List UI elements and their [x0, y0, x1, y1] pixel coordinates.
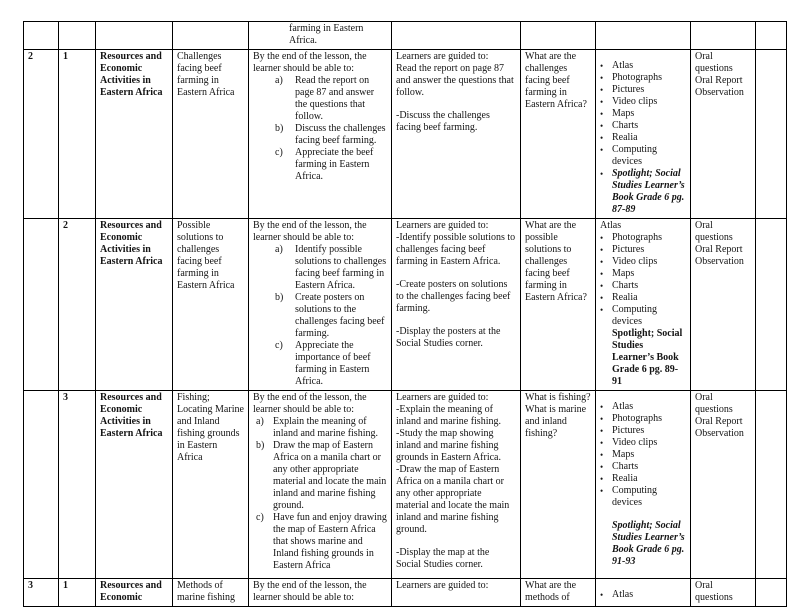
cell-substrand: Methods of marine fishing — [173, 579, 249, 607]
experience-paragraph — [396, 315, 516, 326]
outcome-text: Explain the meaning of inland and marine fishing. — [273, 416, 378, 439]
outcome-text: Identify possible solutions to challenges facing beef farming in Eastern Africa. — [295, 244, 387, 291]
cell-experiences — [392, 50, 521, 219]
cell-week — [24, 219, 59, 391]
outcome-item — [275, 292, 387, 340]
experience-paragraph: -Display the posters at the Social Studies corner. — [396, 326, 501, 349]
cell-inquiry — [521, 219, 596, 391]
inquiry-question: What is fishing? — [525, 392, 591, 403]
cell-lesson — [59, 22, 96, 50]
cell-strand: Resources and Economic Activities in Eastern Africa — [96, 50, 173, 219]
inquiry-question: What are the challenges facing beef farming in Eastern Africa? — [525, 51, 587, 110]
cell-inquiry — [521, 391, 596, 579]
resource-item: • Pictures — [600, 84, 645, 95]
resource-book-text: Spotlight; Social Studies Learner’s Book Grade 6 pg. 89-91 — [612, 328, 683, 387]
bullet-icon: • — [600, 133, 604, 143]
outcome-text: Discuss the challenges facing beef farming. — [295, 123, 386, 146]
resources-list — [600, 392, 686, 568]
resource-item: • Video clips — [600, 96, 658, 107]
cell-assessment — [691, 391, 756, 579]
resource-item: • Atlas — [600, 589, 634, 600]
assessment-item: Oral Report — [695, 75, 743, 86]
cell-substrand: Possible solutions to challenges facing beef farming in Eastern Africa — [173, 219, 249, 391]
cell-outcomes — [249, 50, 392, 219]
cell-substrand: Fishing; Locating Marine and Inland fishing grounds in Eastern Africa — [173, 391, 249, 579]
cell-resources — [596, 579, 691, 607]
resource-item: • Video clips — [600, 437, 658, 448]
resource-item: • Atlas — [600, 401, 634, 412]
bullet-icon: • — [600, 426, 604, 436]
resource-book-text: Spotlight; Social Studies Learner’s Book Grade 6 pg. 91-93 — [612, 520, 685, 567]
outcomes-intro: By the end of the lesson, the learner should be able to: — [253, 392, 367, 415]
outcome-label: b) — [275, 292, 284, 303]
cell-remarks — [756, 50, 787, 219]
cell-lesson: 1 — [59, 50, 96, 219]
cell-lesson: 2 — [59, 219, 96, 391]
outcome-item — [256, 440, 387, 512]
resource-item: • Maps — [600, 449, 635, 460]
cell-outcomes — [249, 219, 392, 391]
outcome-label: c) — [275, 147, 283, 158]
cell-strand: Resources and Economic Activities in Eastern Africa — [96, 391, 173, 579]
resource-item: • Photographs — [600, 232, 662, 243]
experience-paragraph — [396, 268, 516, 279]
outcome-item — [275, 340, 387, 388]
assessment-item: Oral Report — [695, 244, 743, 255]
cell-strand — [96, 22, 173, 50]
outcome-label: c) — [275, 340, 283, 351]
cell-inquiry — [521, 22, 596, 50]
resource-item: • Pictures — [600, 425, 645, 436]
cell-strand: Resources and Economic Activities in Eastern Africa — [96, 219, 173, 391]
resource-item: • Photographs — [600, 72, 662, 83]
bullet-icon: • — [600, 590, 604, 600]
experience-paragraph: -Study the map showing inland and marine fishing grounds in Eastern Africa. — [396, 428, 501, 463]
cell-experiences — [392, 22, 521, 50]
bullet-icon: • — [600, 233, 604, 243]
cell-remarks — [756, 22, 787, 50]
cell-week: 3 — [24, 579, 59, 607]
cell-substrand: Challenges facing beef farming in Eastern Africa — [173, 50, 249, 219]
experience-paragraph: Read the report on page 87 and answer the questions that follow. — [396, 63, 514, 98]
scheme-table — [23, 21, 787, 607]
cell-week: 2 — [24, 50, 59, 219]
table-row — [24, 50, 787, 219]
cell-assessment — [691, 579, 756, 607]
bullet-icon: • — [600, 402, 604, 412]
bullet-icon: • — [600, 97, 604, 107]
resource-item: • Charts — [600, 461, 639, 472]
outcome-text: Appreciate the importance of beef farming in Eastern Africa. — [295, 340, 371, 387]
experience-paragraph: -Explain the meaning of inland and marine fishing. — [396, 404, 501, 427]
assessment-item: Oral questions — [695, 220, 733, 243]
outcomes-intro: By the end of the lesson, the learner should be able to: — [253, 220, 367, 243]
bullet-icon: • — [600, 414, 604, 424]
bullet-icon: • — [600, 305, 604, 315]
outcome-label: b) — [256, 440, 265, 451]
outcome-continuation-text: farming in Eastern Africa. — [289, 23, 364, 46]
bullet-icon: • — [600, 293, 604, 303]
outcomes-list — [253, 416, 387, 572]
outcome-text: Read the report on page 87 and answer the questions that follow. — [295, 75, 375, 122]
table-row-carryover — [24, 22, 787, 50]
table-row — [24, 219, 787, 391]
outcome-label: a) — [256, 416, 264, 427]
cell-lesson: 3 — [59, 391, 96, 579]
resource-item: • Realia — [600, 132, 638, 143]
resource-item: • Maps — [600, 108, 635, 119]
cell-experiences — [392, 391, 521, 579]
assessment-item: Oral questions — [695, 580, 733, 603]
experience-paragraph: -Draw the map of Eastern Africa on a manila chart or any other appropriate material and locate the main inland and marine fishing ground. — [396, 464, 510, 535]
bullet-icon: • — [600, 269, 604, 279]
cell-resources — [596, 391, 691, 579]
outcome-label: c) — [256, 512, 264, 523]
table-row-clipped — [24, 579, 787, 607]
outcomes-list — [253, 75, 387, 183]
outcomes-intro: By the end of the lesson, the learner should be able to: — [253, 51, 367, 74]
outcome-item — [275, 123, 387, 147]
cell-resources — [596, 22, 691, 50]
bullet-icon: • — [600, 462, 604, 472]
resource-item: Atlas — [600, 220, 622, 231]
bullet-icon: • — [600, 245, 604, 255]
bullet-icon: • — [600, 121, 604, 131]
outcome-item — [256, 512, 387, 572]
bullet-icon: • — [600, 281, 604, 291]
bullet-icon: • — [600, 450, 604, 460]
cell-assessment — [691, 22, 756, 50]
resource-item: • Pictures — [600, 244, 645, 255]
cell-inquiry — [521, 50, 596, 219]
cell-substrand — [173, 22, 249, 50]
outcome-item — [256, 416, 387, 440]
assessment-item: Observation — [695, 428, 744, 439]
resources-list — [600, 580, 686, 601]
resource-item: • Computing devices — [600, 485, 658, 508]
outcome-label: a) — [275, 244, 283, 255]
resource-item: • Computing devices — [600, 304, 658, 327]
bullet-icon: • — [600, 474, 604, 484]
experience-paragraph: Learners are guided to: — [396, 392, 489, 403]
bullet-icon: • — [600, 73, 604, 83]
resource-item: • Video clips — [600, 256, 658, 267]
cell-assessment — [691, 219, 756, 391]
outcome-text: Appreciate the beef farming in Eastern Africa. — [295, 147, 374, 182]
outcome-text: Have fun and enjoy drawing the map of Eastern Africa that shows marine and Inland fishing grounds in Eastern Africa — [273, 512, 387, 571]
assessment-item: Oral questions — [695, 392, 733, 415]
cell-assessment — [691, 50, 756, 219]
cell-remarks — [756, 219, 787, 391]
outcome-item — [275, 244, 387, 292]
cell-week — [24, 22, 59, 50]
inquiry-question: What are the possible solutions to challenges facing beef farming in Eastern Africa? — [525, 220, 587, 303]
experience-paragraph: Learners are guided to: — [396, 580, 489, 591]
outcome-item — [275, 75, 387, 123]
cell-resources — [596, 50, 691, 219]
bullet-icon: • — [600, 61, 604, 71]
resource-item: • Atlas — [600, 60, 634, 71]
cell-experiences — [392, 219, 521, 391]
bullet-icon: • — [600, 169, 604, 179]
experience-paragraph: -Identify possible solutions to challenges facing beef farming in Eastern Africa. — [396, 232, 516, 267]
assessment-item: Observation — [695, 87, 744, 98]
assessment-item: Observation — [695, 256, 744, 267]
outcome-text: Draw the map of Eastern Africa on a manila chart or any other appropriate material and locate the main inland and marine fishing ground. — [273, 440, 387, 511]
cell-outcomes — [249, 22, 392, 50]
resource-book-item — [600, 168, 686, 216]
outcome-label: a) — [275, 75, 283, 86]
experience-paragraph — [396, 536, 516, 547]
experience-paragraph: Learners are guided to: — [396, 51, 489, 62]
assessment-item: Oral Report — [695, 416, 743, 427]
outcome-label: b) — [275, 123, 284, 134]
resource-book-text: Spotlight; Social Studies Learner’s Book Grade 6 pg. 87-89 — [612, 168, 685, 215]
experience-paragraph: -Discuss the challenges facing beef farming. — [396, 110, 490, 133]
assessment-item: Oral questions — [695, 51, 733, 74]
inquiry-question: What are the methods of — [525, 580, 577, 603]
resource-item: • Computing devices — [600, 144, 658, 167]
cell-week — [24, 391, 59, 579]
outcome-item — [275, 147, 387, 183]
cell-lesson: 1 — [59, 579, 96, 607]
cell-inquiry — [521, 579, 596, 607]
outcome-text: Create posters on solutions to the challenges facing beef farming. — [295, 292, 385, 339]
bullet-icon: • — [600, 145, 604, 155]
experience-paragraph: -Display the map at the Social Studies corner. — [396, 547, 490, 570]
experience-paragraph: -Create posters on solutions to the challenges facing beef farming. — [396, 279, 511, 314]
cell-remarks — [756, 391, 787, 579]
cell-outcomes: By the end of the lesson, the learner should be able to: — [249, 579, 392, 607]
table-row — [24, 391, 787, 579]
outcomes-list — [253, 244, 387, 388]
resource-item: • Realia — [600, 473, 638, 484]
resource-item: • Maps — [600, 268, 635, 279]
cell-remarks — [756, 579, 787, 607]
bullet-icon: • — [600, 85, 604, 95]
experience-paragraph: Learners are guided to: — [396, 220, 489, 231]
bullet-icon: • — [600, 438, 604, 448]
bullet-icon: • — [600, 109, 604, 119]
bullet-icon: • — [600, 486, 604, 496]
experience-paragraph — [396, 99, 516, 110]
scheme-of-work-page — [23, 21, 787, 607]
inquiry-question: What is marine and inland fishing? — [525, 404, 587, 439]
bullet-icon: • — [600, 257, 604, 267]
cell-outcomes — [249, 391, 392, 579]
cell-experiences — [392, 579, 521, 607]
resources-list — [600, 51, 686, 216]
resource-item: • Realia — [600, 292, 638, 303]
cell-resources — [596, 219, 691, 391]
cell-strand: Resources and Economic — [96, 579, 173, 607]
resource-item: • Charts — [600, 280, 639, 291]
resource-item: • Photographs — [600, 413, 662, 424]
resource-item: • Charts — [600, 120, 639, 131]
resources-list — [600, 220, 686, 388]
